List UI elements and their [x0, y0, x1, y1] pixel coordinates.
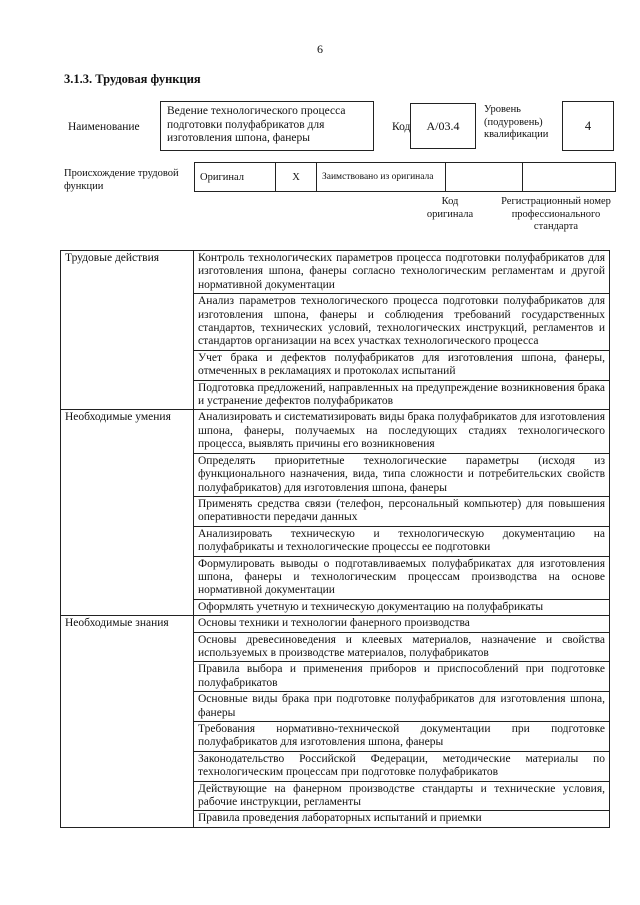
section-item: Анализировать техническую и технологическую документацию на полуфабрикаты и технологические процессы ее подготовки	[194, 526, 610, 556]
page-number: 6	[317, 42, 323, 56]
original-cell: Оригинал	[195, 163, 276, 192]
section-item: Контроль технологических параметров процесса подготовки полуфабрикатов для изготовления шпона, фанеры согласно технологическим регламентам и другой нормативной документации	[194, 251, 610, 294]
table-row	[61, 616, 610, 632]
function-details-table	[60, 250, 610, 828]
table-row	[61, 410, 610, 453]
original-mark: X	[276, 163, 317, 192]
origin-label: Происхождение трудовой функции	[64, 168, 179, 192]
section-item: Учет брака и дефектов полуфабрикатов для изготовления шпона, фанеры, отмеченных в рекламациях и протоколах испытаний	[194, 350, 610, 380]
function-name-box: Ведение технологического процесса подготовки полуфабрикатов для изготовления шпона, фанеры	[160, 101, 374, 151]
section-title: Необходимые умения	[61, 410, 194, 616]
code-value-box: А/03.4	[410, 103, 476, 149]
section-title: Трудовые действия	[61, 251, 194, 410]
qualification-level-box: 4	[562, 101, 614, 151]
section-item: Применять средства связи (телефон, персональный компьютер) для повышения оперативности передачи данных	[194, 496, 610, 526]
borrowed-cell: Заимствовано из оригинала	[317, 163, 446, 192]
reg-number-cell	[523, 163, 616, 192]
section-item: Определять приоритетные технологические параметры (исходя из функционального назначения, вида, типа сложности и потребительских свойств полуфабрикатов) для изготовления шпона, фанеры	[194, 453, 610, 496]
name-label: Наименование	[68, 121, 140, 133]
section-item: Оформлять учетную и техническую документацию на полуфабрикаты	[194, 599, 610, 615]
code-label: Код	[392, 121, 411, 133]
section-item: Подготовка предложений, направленных на предупреждение возникновения брака и устранение дефектов полуфабрикатов	[194, 380, 610, 410]
code-original-caption: Код оригинала	[426, 196, 474, 220]
section-item: Правила выбора и применения приборов и приспособлений при подготовке полуфабрикатов	[194, 662, 610, 692]
section-item: Анализировать и систематизировать виды брака полуфабрикатов для изготовления шпона, фанеры, получаемых на последующих стадиях технологического процесса, выявлять причины его возникновения	[194, 410, 610, 453]
section-item: Действующие на фанерном производстве стандарты и технические условия, рабочие инструкции, регламенты	[194, 781, 610, 811]
section-heading: 3.1.3. Трудовая функция	[64, 72, 201, 86]
level-label-line: Уровень	[484, 104, 521, 115]
section-item: Законодательство Российской Федерации, методические материалы по технологическим процессам при подготовке полуфабрикатов	[194, 751, 610, 781]
code-original-cell	[446, 163, 523, 192]
section-title: Необходимые знания	[61, 616, 194, 828]
table-row	[61, 251, 610, 294]
section-item: Правила проведения лабораторных испытаний и приемки	[194, 811, 610, 827]
section-item: Формулировать выводы о подготавливаемых полуфабрикатах для изготовления шпона, фанеры и технологическим процессам производства на основе нормативной документации	[194, 556, 610, 599]
section-item: Требования нормативно-технической документации при подготовке полуфабрикатов для изготовления шпона, фанеры	[194, 722, 610, 752]
reg-number-caption: Регистрационный номер профессионального стандарта	[501, 196, 611, 232]
section-item: Основы древесиноведения и клеевых материалов, назначение и свойства используемых в производстве материалов, полуфабрикатов	[194, 632, 610, 662]
origin-table	[194, 162, 616, 192]
qualification-level-label	[484, 104, 548, 142]
section-item: Анализ параметров технологического процесса подготовки полуфабрикатов для изготовления шпона, фанеры и соблюдения требований государственных стандартов, технических условий, технологических инструкций, регламентов и стандартов организации на всех участках технологического процесса	[194, 294, 610, 351]
section-item: Основы техники и технологии фанерного производства	[194, 616, 610, 632]
level-label-line: квалификации	[484, 129, 549, 140]
level-label-line: (подуровень)	[484, 116, 543, 128]
section-item: Основные виды брака при подготовке полуфабрикатов для изготовления шпона, фанеры	[194, 692, 610, 722]
